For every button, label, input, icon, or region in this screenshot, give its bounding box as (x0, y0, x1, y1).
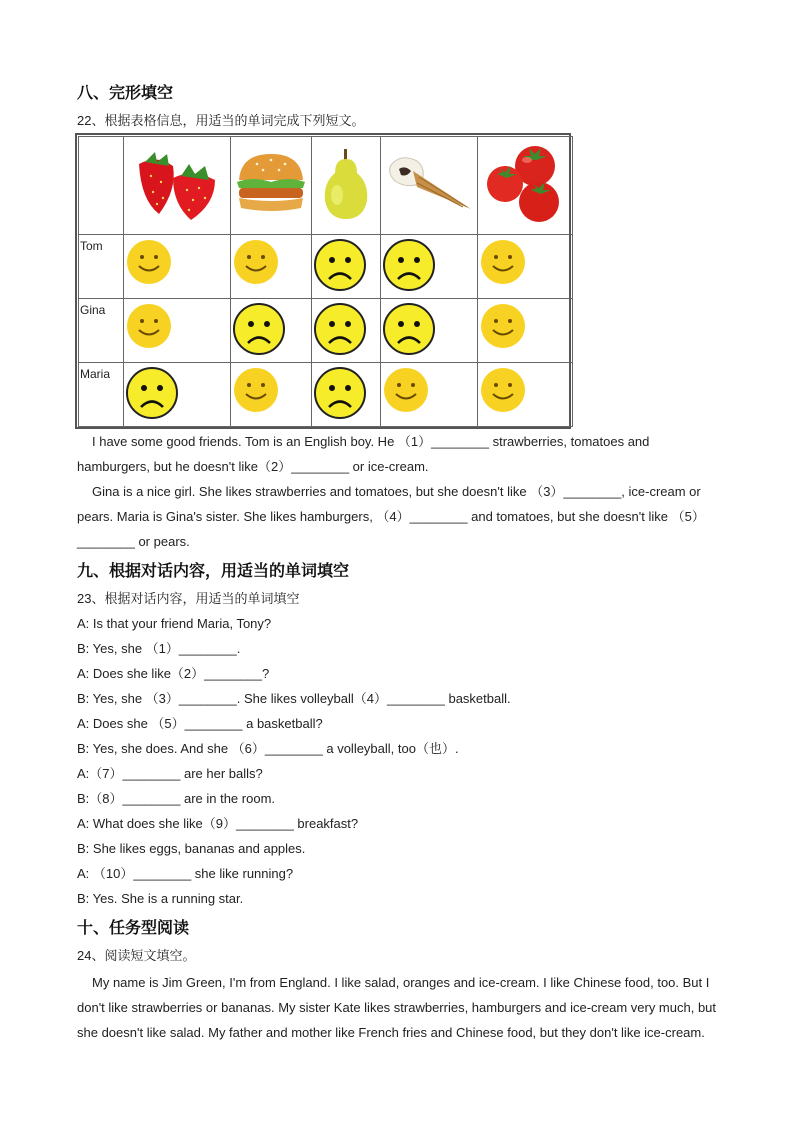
happy-face-icon (478, 301, 528, 351)
face-cell (124, 235, 231, 299)
face-cell (231, 363, 312, 427)
face-cell (124, 363, 231, 427)
face-cell (478, 235, 573, 299)
food-header-strawberry (124, 137, 231, 235)
q22-line: Gina is a nice girl. She likes strawberries and tomatoes, but she doesn't like （3）________, ice-cream or (92, 484, 701, 499)
face-cell (312, 363, 381, 427)
ice-cream-icon (383, 151, 475, 215)
section-title-8: 八、完形填空 (77, 85, 174, 102)
food-header-hamburger (231, 137, 312, 235)
dialogue-line: A: Does she like（2）________? (77, 666, 270, 681)
pear-icon (315, 145, 377, 221)
food-header-pear (312, 137, 381, 235)
food-preference-table (78, 136, 573, 427)
hamburger-icon (233, 148, 309, 218)
q22-instruction: 22、根据表格信息，用适当的单词完成下列短文。 (77, 113, 365, 128)
q22-line: ________ or pears. (77, 534, 190, 549)
q24-line: don't like strawberries or bananas. My sister Kate likes strawberries, hamburgers and ice-cream very much, but (77, 1000, 717, 1015)
sad-face-icon (381, 301, 437, 357)
dialogue-line: A: Does she （5）________ a basketball? (77, 716, 323, 731)
food-header-tomato (478, 137, 573, 235)
tomato-icon (481, 140, 569, 226)
face-cell (478, 363, 573, 427)
table-corner-cell (79, 137, 124, 235)
sad-face-icon (312, 237, 368, 293)
sad-face-icon (124, 365, 180, 421)
dialogue-line: B:（8）________ are in the room. (77, 791, 276, 806)
q23-instruction: 23、根据对话内容，用适当的单词填空 (77, 591, 300, 606)
dialogue-line: B: Yes, she does. And she （6）________ a volleyball, too（也）. (77, 741, 459, 756)
q22-line: hamburgers, but he doesn't like（2）________ or ice-cream. (77, 459, 429, 474)
dialogue-line: B: Yes, she （1）________. (77, 641, 241, 656)
q22-line: pears. Maria is Gina's sister. She likes hamburgers, （4）________ and tomatoes, but she doesn't like （5） (77, 509, 705, 524)
happy-face-icon (478, 237, 528, 287)
strawberry-icon (127, 142, 227, 224)
sad-face-icon (231, 301, 287, 357)
happy-face-icon (478, 365, 528, 415)
dialogue-line: B: Yes, she （3）________. She likes volleyball（4）________ basketball. (77, 691, 511, 706)
q24-instruction: 24、阅读短文填空。 (77, 948, 196, 963)
face-cell (381, 299, 478, 363)
dialogue-line: A: （10）________ she like running? (77, 866, 294, 881)
face-cell (478, 299, 573, 363)
section-title-9: 九、根据对话内容，用适当的单词填空 (77, 563, 350, 580)
dialogue-line: B: Yes. She is a running star. (77, 891, 244, 906)
dialogue-line: A: Is that your friend Maria, Tony? (77, 616, 272, 631)
q24-line: My name is Jim Green, I'm from England. I like salad, oranges and ice-cream. I like Chinese food, too. But I (92, 975, 710, 990)
sad-face-icon (381, 237, 437, 293)
face-cell (312, 299, 381, 363)
happy-face-icon (124, 237, 174, 287)
dialogue-line: B: She likes eggs, bananas and apples. (77, 841, 306, 856)
face-cell (381, 363, 478, 427)
face-cell (381, 235, 478, 299)
row-name-gina: Gina (79, 299, 124, 363)
happy-face-icon (231, 237, 281, 287)
q24-line: she doesn't like salad. My father and mother like French fries and Chinese food, but they don't like ice-cream. (77, 1025, 705, 1040)
section-title-10: 十、任务型阅读 (77, 920, 190, 937)
dialogue-line: A:（7）________ are her balls? (77, 766, 263, 781)
happy-face-icon (381, 365, 431, 415)
dialogue-line: A: What does she like（9）________ breakfast? (77, 816, 359, 831)
face-cell (312, 235, 381, 299)
food-header-ice-cream (381, 137, 478, 235)
happy-face-icon (124, 301, 174, 351)
sad-face-icon (312, 365, 368, 421)
row-name-tom: Tom (79, 235, 124, 299)
face-cell (231, 299, 312, 363)
q22-line: I have some good friends. Tom is an English boy. He （1）________ strawberries, tomatoes and (92, 434, 650, 449)
row-name-maria: Maria (79, 363, 124, 427)
face-cell (124, 299, 231, 363)
sad-face-icon (312, 301, 368, 357)
happy-face-icon (231, 365, 281, 415)
face-cell (231, 235, 312, 299)
